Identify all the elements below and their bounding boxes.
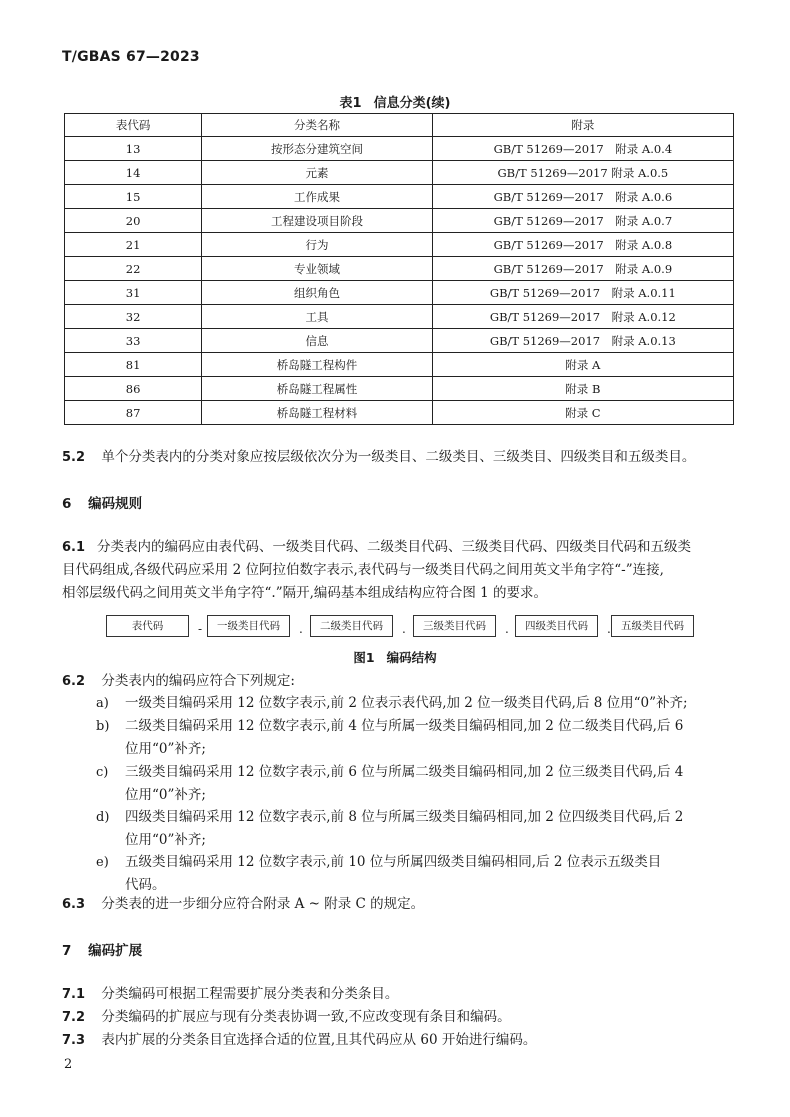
code-box-level2: 二级类目代码 [310, 615, 393, 637]
table-header-row [65, 114, 734, 137]
section-title: 编码扩展 [88, 943, 143, 959]
cell-category-name: 桥岛隧工程属性 [202, 377, 433, 401]
cell-appendix: 附录 B [432, 377, 733, 401]
clause-text: 表内扩展的分类条目宜选择合适的位置,且其代码应从 60 开始进行编码。 [101, 1032, 537, 1048]
cell-category-name: 行为 [202, 233, 433, 257]
clause-number: 6.2 [62, 674, 86, 689]
cell-category-name: 工具 [202, 305, 433, 329]
figure-title-text: 编码结构 [386, 650, 437, 665]
list-item-line1: 五级类目编码采用 12 位数字表示,前 10 位与所属四级类目编码相同,后 2 位表示五级类目 [125, 854, 662, 870]
clause-7-2 [62, 1006, 511, 1029]
header-category-name: 分类名称 [202, 114, 433, 137]
cell-appendix: 附录 C [432, 401, 733, 425]
clause-text: 分类编码的扩展应与现有分类表协调一致,不应改变现有条目和编码。 [101, 1009, 511, 1025]
cell-appendix: GB/T 51269—2017 附录 A.0.8 [432, 233, 733, 257]
table-row [65, 137, 734, 161]
figure-title [0, 648, 790, 666]
clause-7-3 [62, 1029, 536, 1052]
list-item-label: e) [96, 855, 109, 870]
cell-appendix: GB/T 51269—2017 附录 A.0.12 [432, 305, 733, 329]
list-item-line1: 一级类目编码采用 12 位数字表示,前 2 位表示表代码,加 2 位一级类目代码,后 8 位用“0”补齐; [125, 695, 688, 711]
cell-category-name: 桥岛隧工程材料 [202, 401, 433, 425]
code-box-level1: 一级类目代码 [207, 615, 290, 637]
list-item-label: d) [96, 810, 110, 825]
cell-table-code: 14 [65, 161, 202, 185]
separator-dot: . [299, 622, 303, 636]
table-row [65, 377, 734, 401]
cell-category-name: 专业领域 [202, 257, 433, 281]
section-number: 6 [62, 496, 72, 512]
section-7-heading [62, 939, 142, 959]
clause-6-2 [62, 670, 295, 693]
cell-table-code: 32 [65, 305, 202, 329]
cell-table-code: 31 [65, 281, 202, 305]
cell-table-code: 13 [65, 137, 202, 161]
clause-text: 单个分类表内的分类对象应按层级依次分为一级类目、二级类目、三级类目、四级类目和五级类目。 [101, 449, 696, 465]
list-item [125, 761, 740, 807]
cell-appendix: 附录 A [432, 353, 733, 377]
header-table-code: 表代码 [65, 114, 202, 137]
clause-number: 7.1 [62, 987, 86, 1002]
list-item-line1: 三级类目编码采用 12 位数字表示,前 6 位与所属二级类目编码相同,加 2 位三级类目代码,后 4 [125, 764, 684, 780]
list-item [125, 851, 740, 897]
code-box-table: 表代码 [106, 615, 189, 637]
separator-dot: . [505, 622, 509, 636]
page-number: 2 [64, 1057, 73, 1072]
classification-table [64, 113, 734, 425]
list-item-line2: 代码。 [125, 877, 166, 893]
table-row [65, 185, 734, 209]
code-box-level4: 四级类目代码 [515, 615, 598, 637]
clause-text: 分类表内的编码应符合下列规定: [101, 673, 295, 689]
clause-7-1 [62, 983, 398, 1006]
clause-number: 7.2 [62, 1010, 86, 1025]
cell-category-name: 组织角色 [202, 281, 433, 305]
cell-table-code: 15 [65, 185, 202, 209]
cell-appendix: GB/T 51269—2017 附录 A.0.13 [432, 329, 733, 353]
list-item-line1: 二级类目编码采用 12 位数字表示,前 4 位与所属一级类目编码相同,加 2 位二级类目代码,后 6 [125, 718, 684, 734]
cell-table-code: 22 [65, 257, 202, 281]
list-item-label: b) [96, 719, 110, 734]
table-row [65, 257, 734, 281]
cell-table-code: 33 [65, 329, 202, 353]
clause-text: 分类编码可根据工程需要扩展分类表和分类条目。 [101, 986, 399, 1002]
list-item [125, 715, 740, 761]
cell-category-name: 元素 [202, 161, 433, 185]
cell-category-name: 桥岛隧工程构件 [202, 353, 433, 377]
clause-5-2 [62, 446, 695, 469]
list-item-label: a) [96, 696, 109, 711]
cell-table-code: 20 [65, 209, 202, 233]
clause-number: 5.2 [62, 450, 86, 465]
list-item-line2: 位用“0”补齐; [125, 741, 206, 757]
clause-number: 6.3 [62, 897, 86, 912]
separator-dot: . [607, 622, 611, 636]
table-row [65, 161, 734, 185]
table-row [65, 281, 734, 305]
cell-appendix: GB/T 51269—2017 附录 A.0.6 [432, 185, 733, 209]
separator-dash: - [198, 622, 203, 636]
table-title-label: 表1 [339, 96, 362, 111]
header-appendix: 附录 [432, 114, 733, 137]
code-box-level5: 五级类目代码 [611, 615, 694, 637]
cell-category-name: 按形态分建筑空间 [202, 137, 433, 161]
section-6-heading [62, 492, 142, 512]
section-title: 编码规则 [88, 496, 143, 512]
list-item-line2: 位用“0”补齐; [125, 832, 206, 848]
separator-dot: . [402, 622, 406, 636]
list-item-label: c) [96, 765, 109, 780]
figure-title-label: 图1 [353, 650, 375, 665]
table-title [0, 92, 790, 111]
table-row [65, 401, 734, 425]
cell-category-name: 工作成果 [202, 185, 433, 209]
cell-appendix: GB/T 51269—2017 附录 A.0.7 [432, 209, 733, 233]
cell-table-code: 81 [65, 353, 202, 377]
clause-6-3 [62, 893, 424, 916]
clause-text-line2: 目代码组成,各级代码应采用 2 位阿拉伯数字表示,表代码与一级类目代码之间用英文半角字符“-”连接, [62, 562, 664, 578]
clause-6-1 [62, 536, 742, 605]
list-item [125, 692, 740, 715]
cell-table-code: 21 [65, 233, 202, 257]
list-item-line1: 四级类目编码采用 12 位数字表示,前 8 位与所属三级类目编码相同,加 2 位四级类目代码,后 2 [125, 809, 684, 825]
section-number: 7 [62, 943, 72, 959]
cell-category-name: 工程建设项目阶段 [202, 209, 433, 233]
cell-category-name: 信息 [202, 329, 433, 353]
table-title-text: 信息分类(续) [373, 96, 451, 111]
cell-appendix: GB/T 51269—2017 附录 A.0.9 [432, 257, 733, 281]
cell-table-code: 87 [65, 401, 202, 425]
cell-appendix: GB/T 51269—2017 附录 A.0.5 [432, 161, 733, 185]
cell-table-code: 86 [65, 377, 202, 401]
cell-appendix: GB/T 51269—2017 附录 A.0.11 [432, 281, 733, 305]
cell-appendix: GB/T 51269—2017 附录 A.0.4 [432, 137, 733, 161]
code-box-level3: 三级类目代码 [413, 615, 496, 637]
table-row [65, 329, 734, 353]
table-row [65, 209, 734, 233]
clause-text: 分类表的进一步细分应符合附录 A ~ 附录 C 的规定。 [101, 896, 425, 912]
list-item-line2: 位用“0”补齐; [125, 787, 206, 803]
list-item [125, 806, 740, 852]
clause-text-line1: 分类表内的编码应由表代码、一级类目代码、二级类目代码、三级类目代码、四级类目代码和五级类 [97, 539, 692, 555]
document-id-header: T/GBAS 67—2023 [62, 49, 200, 65]
table-row [65, 305, 734, 329]
table-row [65, 353, 734, 377]
clause-number: 7.3 [62, 1033, 86, 1048]
clause-text-line3: 相邻层级代码之间用英文半角字符“.”隔开,编码基本组成结构应符合图 1 的要求。 [62, 585, 548, 601]
clause-number: 6.1 [62, 540, 86, 555]
table-row [65, 233, 734, 257]
